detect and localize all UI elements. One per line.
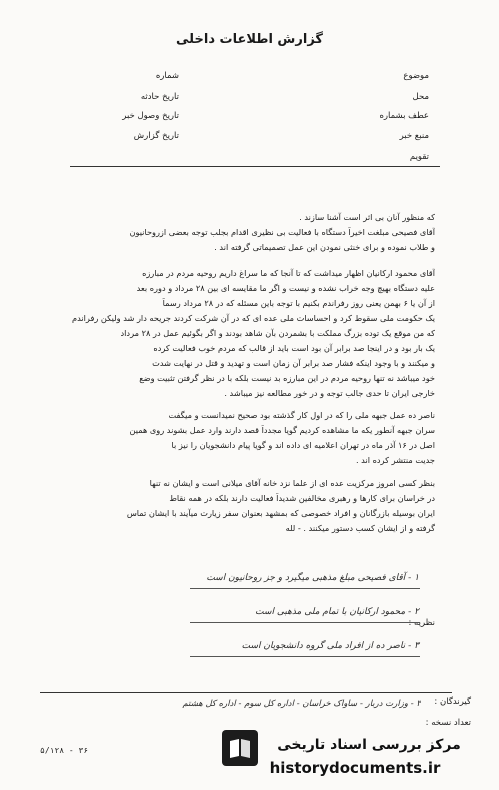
body-line: بنظر کسی امروز مرکزیت عده ای از علما نزد خانه آقای میلانی است و ایشان نه تنها <box>149 478 435 488</box>
opinion-underline <box>190 656 420 657</box>
number-label: شماره <box>155 71 179 81</box>
body-line: سران جبهه آنطور یکه ما مشاهده کردیم گویا مجدداً قصد دارند وارد عمل بشوند روی همین <box>129 425 435 435</box>
body-line: آقای فصیحی مبلغت اخیراً دستگاه با فعالیت بی نظیری اقدام بجلب توجه بعضی ازروحانیون <box>129 227 435 237</box>
body-line: علیه دستگاه بهیچ وجه خراب نشده و نیست و اگر ما مقایسه ای بین ۲۸ مرداد و دوره بعد <box>136 283 435 293</box>
incident-date-label: تاریخ حادثه <box>140 92 179 102</box>
document-code: ۵/۱۲۸ - ۳۶ <box>40 746 89 755</box>
reference-label: عطف بشماره <box>379 111 429 121</box>
received-date-label: تاریخ وصول خبر <box>122 111 179 121</box>
book-icon <box>227 735 253 761</box>
body-line: آقای محمود ارکانیان اظهار میداشت که تا آنجا که ما سراغ داریم روحیه مردم در مبارزه <box>142 268 435 278</box>
watermark-brand: مرکز بررسی اسناد تاریخی <box>277 737 461 753</box>
body-line: گرفته و از ایشان کسب دستور میکنند . - لله <box>285 523 435 533</box>
opinion-label: نظریه : <box>408 618 435 628</box>
body-line: یک حکومت ملی سقوط کرد و احساسات ملی عده ای که در آن شرکت کردند جریحه دار شد ولیکن رفراندم <box>72 313 435 323</box>
report-title: گزارش اطلاعات داخلی <box>176 32 323 47</box>
body-line: ناصر ده عمل جبهه ملی را که در اول کار گذشته بود صحیح نمیدانست و میگفت <box>168 410 435 420</box>
footer-divider <box>40 692 452 693</box>
body-line: در خراسان برای کارها و رهبری مخالفین شدیداً فعالیت دارند بلکه در همه نقاط <box>169 493 435 503</box>
report-date-label: تاریخ گزارش <box>133 131 179 141</box>
body-line: که منظور آنان بی اثر است آشنا سازند . <box>299 212 435 222</box>
body-line: و طلاب نموده و برای خنثی نمودن این عمل تصمیماتی گرفته اند . <box>214 242 435 252</box>
watermark-site: historydocuments.ir <box>269 759 441 777</box>
subject-label: موضوع <box>403 71 429 81</box>
body-line: از آن یا ۶ بهمن یعنی روز رفراندم بکنیم با توجه باین مسئله که در ۲۸ مرداد رسماً <box>162 298 435 308</box>
opinion-item: ۱ - آقای فصیحی مبلغ مذهبی میگیرد و جز روحانیون است <box>206 573 419 583</box>
body-line: ایران بوسیله بازرگانان و افراد خصوصی که بمشهد بعنوان سفر زیارت میآیند با ایشان تماس <box>126 508 435 518</box>
header-divider <box>70 166 440 167</box>
recipients-handwritten: ۳ - وزارت دربار - ساواک خراسان - اداره کل سوم - اداره کل هشتم <box>182 699 421 709</box>
body-line: اصل در ۱۶ آذر ماه در تهران اعلامیه ای داده اند و گویا پیام دانشجویان را نیز با <box>171 440 435 450</box>
opinion-underline <box>190 588 420 589</box>
body-line: خود میباشد نه تنها روحیه مردم در این مبارزه بد نیست بلکه با در نظر گرفتن تثبیت وضع <box>139 373 435 383</box>
recipients-label: گیرندگان : <box>434 697 471 707</box>
source-label: منبع خبر <box>399 131 429 141</box>
opinion-underline <box>190 622 420 623</box>
body-line: جدیت منتشر کرده اند . <box>355 455 435 465</box>
body-line: و میکنند و با وجود اینکه فشار صد برابر آن زمان است و تهدید و قتل در نهایت شدت <box>152 358 435 368</box>
body-line: که من موقع یک توده بزرگ مملکت با بشمردن بآن شاهد بودند و اگر بگوئیم عمل در ۲۸ مرداد <box>120 328 435 338</box>
opinion-item: ۳ - ناصر ده از افراد ملی گروه دانشجویان است <box>241 641 419 651</box>
body-line: خارجی ایران تا حدی جالب توجه و در خور مطالعه نیز میباشد . <box>224 388 435 398</box>
copies-label: تعداد نسخه : <box>425 718 471 728</box>
evaluation-label: تقویم <box>409 152 429 162</box>
place-label: محل <box>412 92 429 102</box>
opinion-item: ۲ - محمود ارکانیان با تمام ملی مذهبی است <box>255 607 419 617</box>
body-line: یک بار بود و در اینجا صد برابر آن بود است باید از قالب که مردم خوب فعالیت کرده <box>153 343 435 353</box>
